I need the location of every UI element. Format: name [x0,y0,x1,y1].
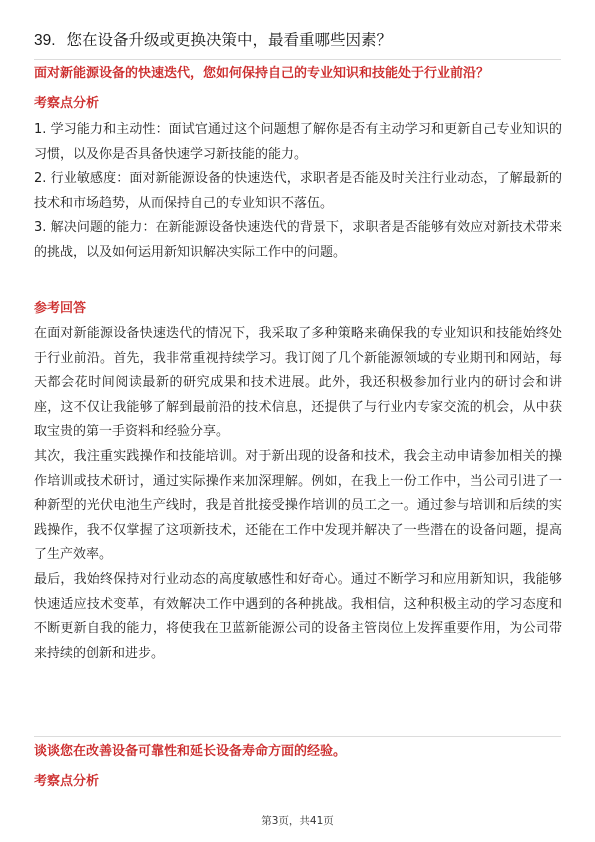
analysis-list [34,118,562,266]
analysis-point: 3. 解决问题的能力：在新能源设备快速迭代的背景下，求职者是否能够有效应对新技术带来的挑战，以及如何运用新知识解决实际工作中的问题。 [34,220,562,260]
sub-question-1: 面对新能源设备的快速迭代，您如何保持自己的专业知识和技能处于行业前沿？ [34,66,490,81]
answer-label: 参考回答 [34,301,87,316]
analysis-label-2: 考察点分析 [34,774,100,789]
divider [34,59,561,60]
divider [34,736,561,737]
analysis-label-1: 考察点分析 [34,96,100,111]
answer-paragraph: 其次，我注重实践操作和技能培训。对于新出现的设备和技术，我会主动申请参加相关的操作培训或技术研讨，通过实际操作来加深理解。例如，在我上一份工作中，当公司引进了一种新型的光伏电池生产线时，我是首批接受操作培训的员工之一。通过参与培训和后续的实践操作，我不仅掌握了这项新技术，还能在工作中发现并解决了一些潜在的设备问题，提高了生产效率。 [34,448,562,563]
analysis-point: 1. 学习能力和主动性：面试官通过这个问题想了解你是否有主动学习和更新自己专业知识的习惯，以及你是否具备快速学习新技能的能力。 [34,122,562,162]
sub-question-2: 谈谈您在改善设备可靠性和延长设备寿命方面的经验。 [34,744,347,759]
page-footer: 第3页，共41页 [261,815,334,827]
answer-paragraph: 在面对新能源设备快速迭代的情况下，我采取了多种策略来确保我的专业知识和技能始终处于行业前沿。首先，我非常重视持续学习。我订阅了几个新能源领域的专业期刊和网站，每天都会花时间阅读最新的研究成果和技术进展。此外，我还积极参加行业内的研讨会和讲座，这不仅让我能够了解到最前沿的技术信息，还提供了与行业内专家交流的机会，从中获取宝贵的第一手资料和经验分享。 [34,326,562,440]
analysis-point: 2. 行业敏感度：面对新能源设备的快速迭代，求职者是否能及时关注行业动态，了解最新的技术和市场趋势，从而保持自己的专业知识不落伍。 [34,171,562,211]
question-number: 39. [34,32,56,49]
answer-body [34,322,562,666]
question-text: 您在设备升级或更换决策中，最看重哪些因素？ [66,31,393,49]
question-title [34,29,574,52]
answer-paragraph: 最后，我始终保持对行业动态的高度敏感性和好奇心。通过不断学习和应用新知识，我能够快速适应技术变革，有效解决工作中遇到的各种挑战。我相信，这种积极主动的学习态度和不断更新自我的能力，将使我在卫蓝新能源公司的设备主管岗位上发挥重要作用，为公司带来持续的创新和进步。 [34,571,562,661]
